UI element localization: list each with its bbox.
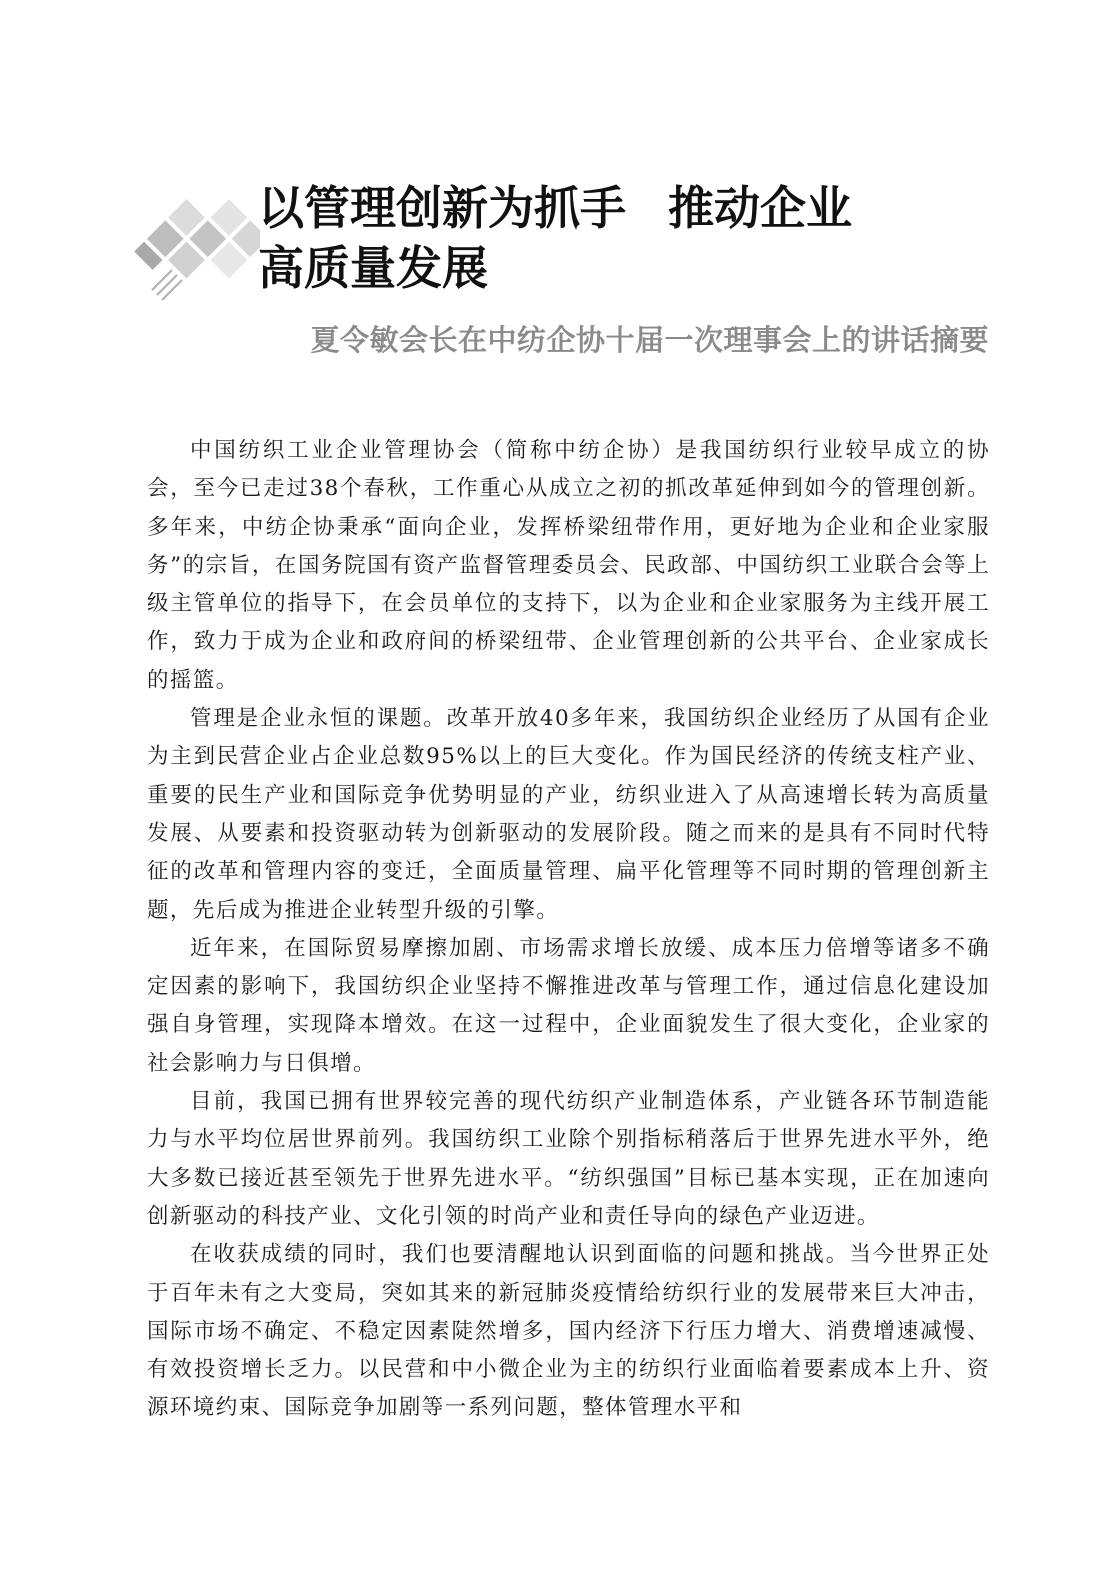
body-paragraph: 在收获成绩的同时，我们也要清醒地认识到面临的问题和挑战。当今世界正处于百年未有之大变局，突如其来的新冠肺炎疫情给纺织行业的发展带来巨大冲击，国际市场不确定、不稳定因素陡然增多，国内经济下行压力增大、消费增速减慢、有效投资增长乏力。以民营和中小微企业为主的纺织行业面临着要素成本上升、资源环境约束、国际竞争加剧等一系列问题，整体管理水平和: [147, 1242, 990, 1421]
article-subtitle: 夏令敏会长在中纺企协十届一次理事会上的讲话摘要: [310, 323, 989, 357]
title-line-1-part-2: 推动企业: [668, 181, 852, 235]
title-line-2: 高质量发展: [258, 241, 488, 295]
article-title: [258, 178, 852, 298]
body-paragraph: 目前，我国已拥有世界较完善的现代纺织产业制造体系，产业链各环节制造能力与水平均位居世界前列。我国纺织工业除个别指标稍落后于世界先进水平外，绝大多数已接近甚至领先于世界先进水平。“纺织强国”目标已基本实现，正在加速向创新驱动的科技产业、文化引领的时尚产业和责任导向的绿色产业迈进。: [147, 1089, 990, 1229]
body-paragraph: 中国纺织工业企业管理协会（简称中纺企协）是我国纺织行业较早成立的协会，至今已走过38个春秋，工作重心从成立之初的抓改革延伸到如今的管理创新。多年来，中纺企协秉承“面向企业，发挥桥梁纽带作用，更好地为企业和企业家服务”的宗旨，在国务院国有资产监督管理委员会、民政部、中国纺织工业联合会等上级主管单位的指导下，在会员单位的支持下，以为企业和企业家服务为主线开展工作，致力于成为企业和政府间的桥梁纽带、企业管理创新的公共平台、企业家成长的摇篮。: [147, 438, 990, 693]
title-line-1-part-1: 以管理创新为抓手: [258, 181, 626, 235]
body-paragraph: 管理是企业永恒的课题。改革开放40多年来，我国纺织企业经历了从国有企业为主到民营企业占企业总数95%以上的巨大变化。作为国民经济的传统支柱产业、重要的民生产业和国际竞争优势明显的产业，纺织业进入了从高速增长转为高质量发展、从要素和投资驱动转为创新驱动的发展阶段。随之而来的是具有不同时代特征的改革和管理内容的变迁，全面质量管理、扁平化管理等不同时期的管理创新主题，先后成为推进企业转型升级的引擎。: [147, 706, 990, 923]
article-body: [147, 432, 990, 1428]
diamond-pattern-icon: [130, 178, 260, 308]
body-paragraph: 近年来，在国际贸易摩擦加剧、市场需求增长放缓、成本压力倍增等诸多不确定因素的影响下，我国纺织企业坚持不懈推进改革与管理工作，通过信息化建设加强自身管理，实现降本增效。在这一过程中，企业面貌发生了很大变化，企业家的社会影响力与日俱增。: [147, 935, 990, 1076]
title-line-1: [258, 178, 852, 238]
